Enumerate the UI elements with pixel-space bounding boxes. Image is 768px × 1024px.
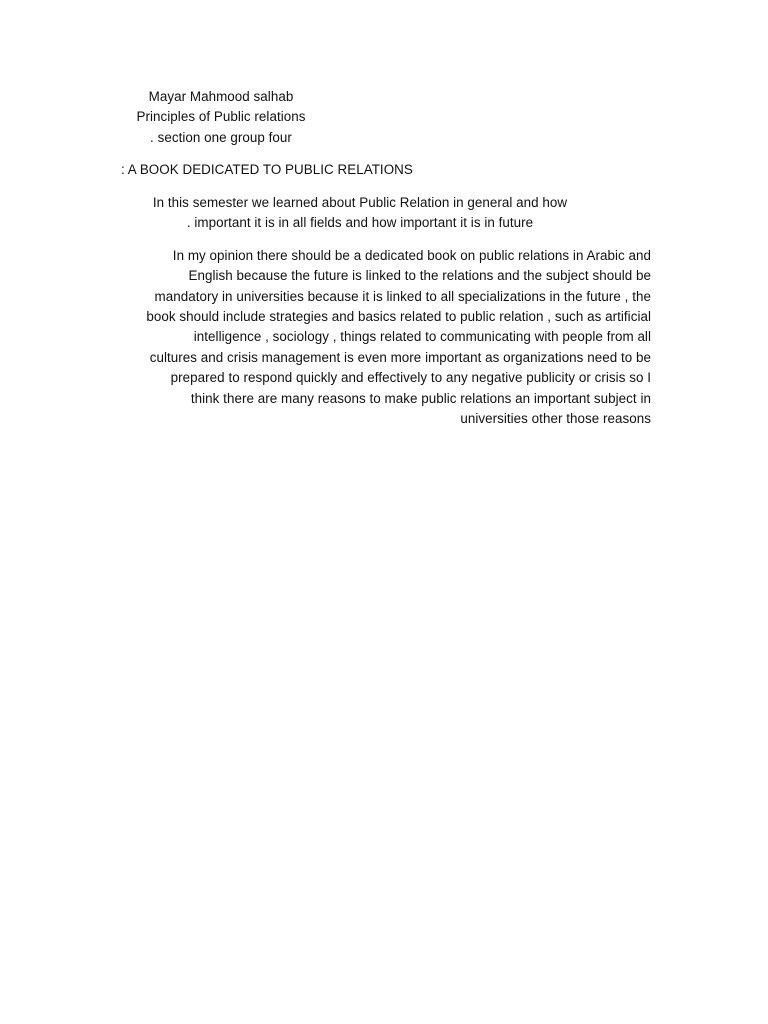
body-line: cultures and crisis management is even more important as organizations need to be (149, 350, 651, 365)
intro-line-2: . important it is in all fields and how important it is in future (186, 215, 534, 230)
body-line: In my opinion there should be a dedicated book on public relations in Arabic and (172, 248, 651, 263)
body-line: English because the future is linked to the relations and the subject should be (188, 268, 651, 283)
body-line: prepared to respond quickly and effectively to any negative publicity or crisis so I (170, 370, 651, 385)
body-line: mandatory in universities because it is linked to all specializations in the future , the (154, 289, 651, 304)
author-name: Mayar Mahmood salhab (148, 89, 294, 104)
section-info: . section one group four (150, 130, 292, 145)
body-line: intelligence , sociology , things related to communicating with people from all (193, 329, 651, 344)
intro-line-1: In this semester we learned about Public Relation in general and how (152, 195, 568, 210)
body-line: book should include strategies and basics related to public relation , such as artificial (146, 309, 651, 324)
body-line: universities other those reasons (460, 411, 651, 426)
body-line: think there are many reasons to make public relations an important subject in (190, 391, 651, 406)
document-title: : A BOOK DEDICATED TO PUBLIC RELATIONS (121, 162, 413, 177)
course-name: Principles of Public relations (136, 109, 306, 124)
